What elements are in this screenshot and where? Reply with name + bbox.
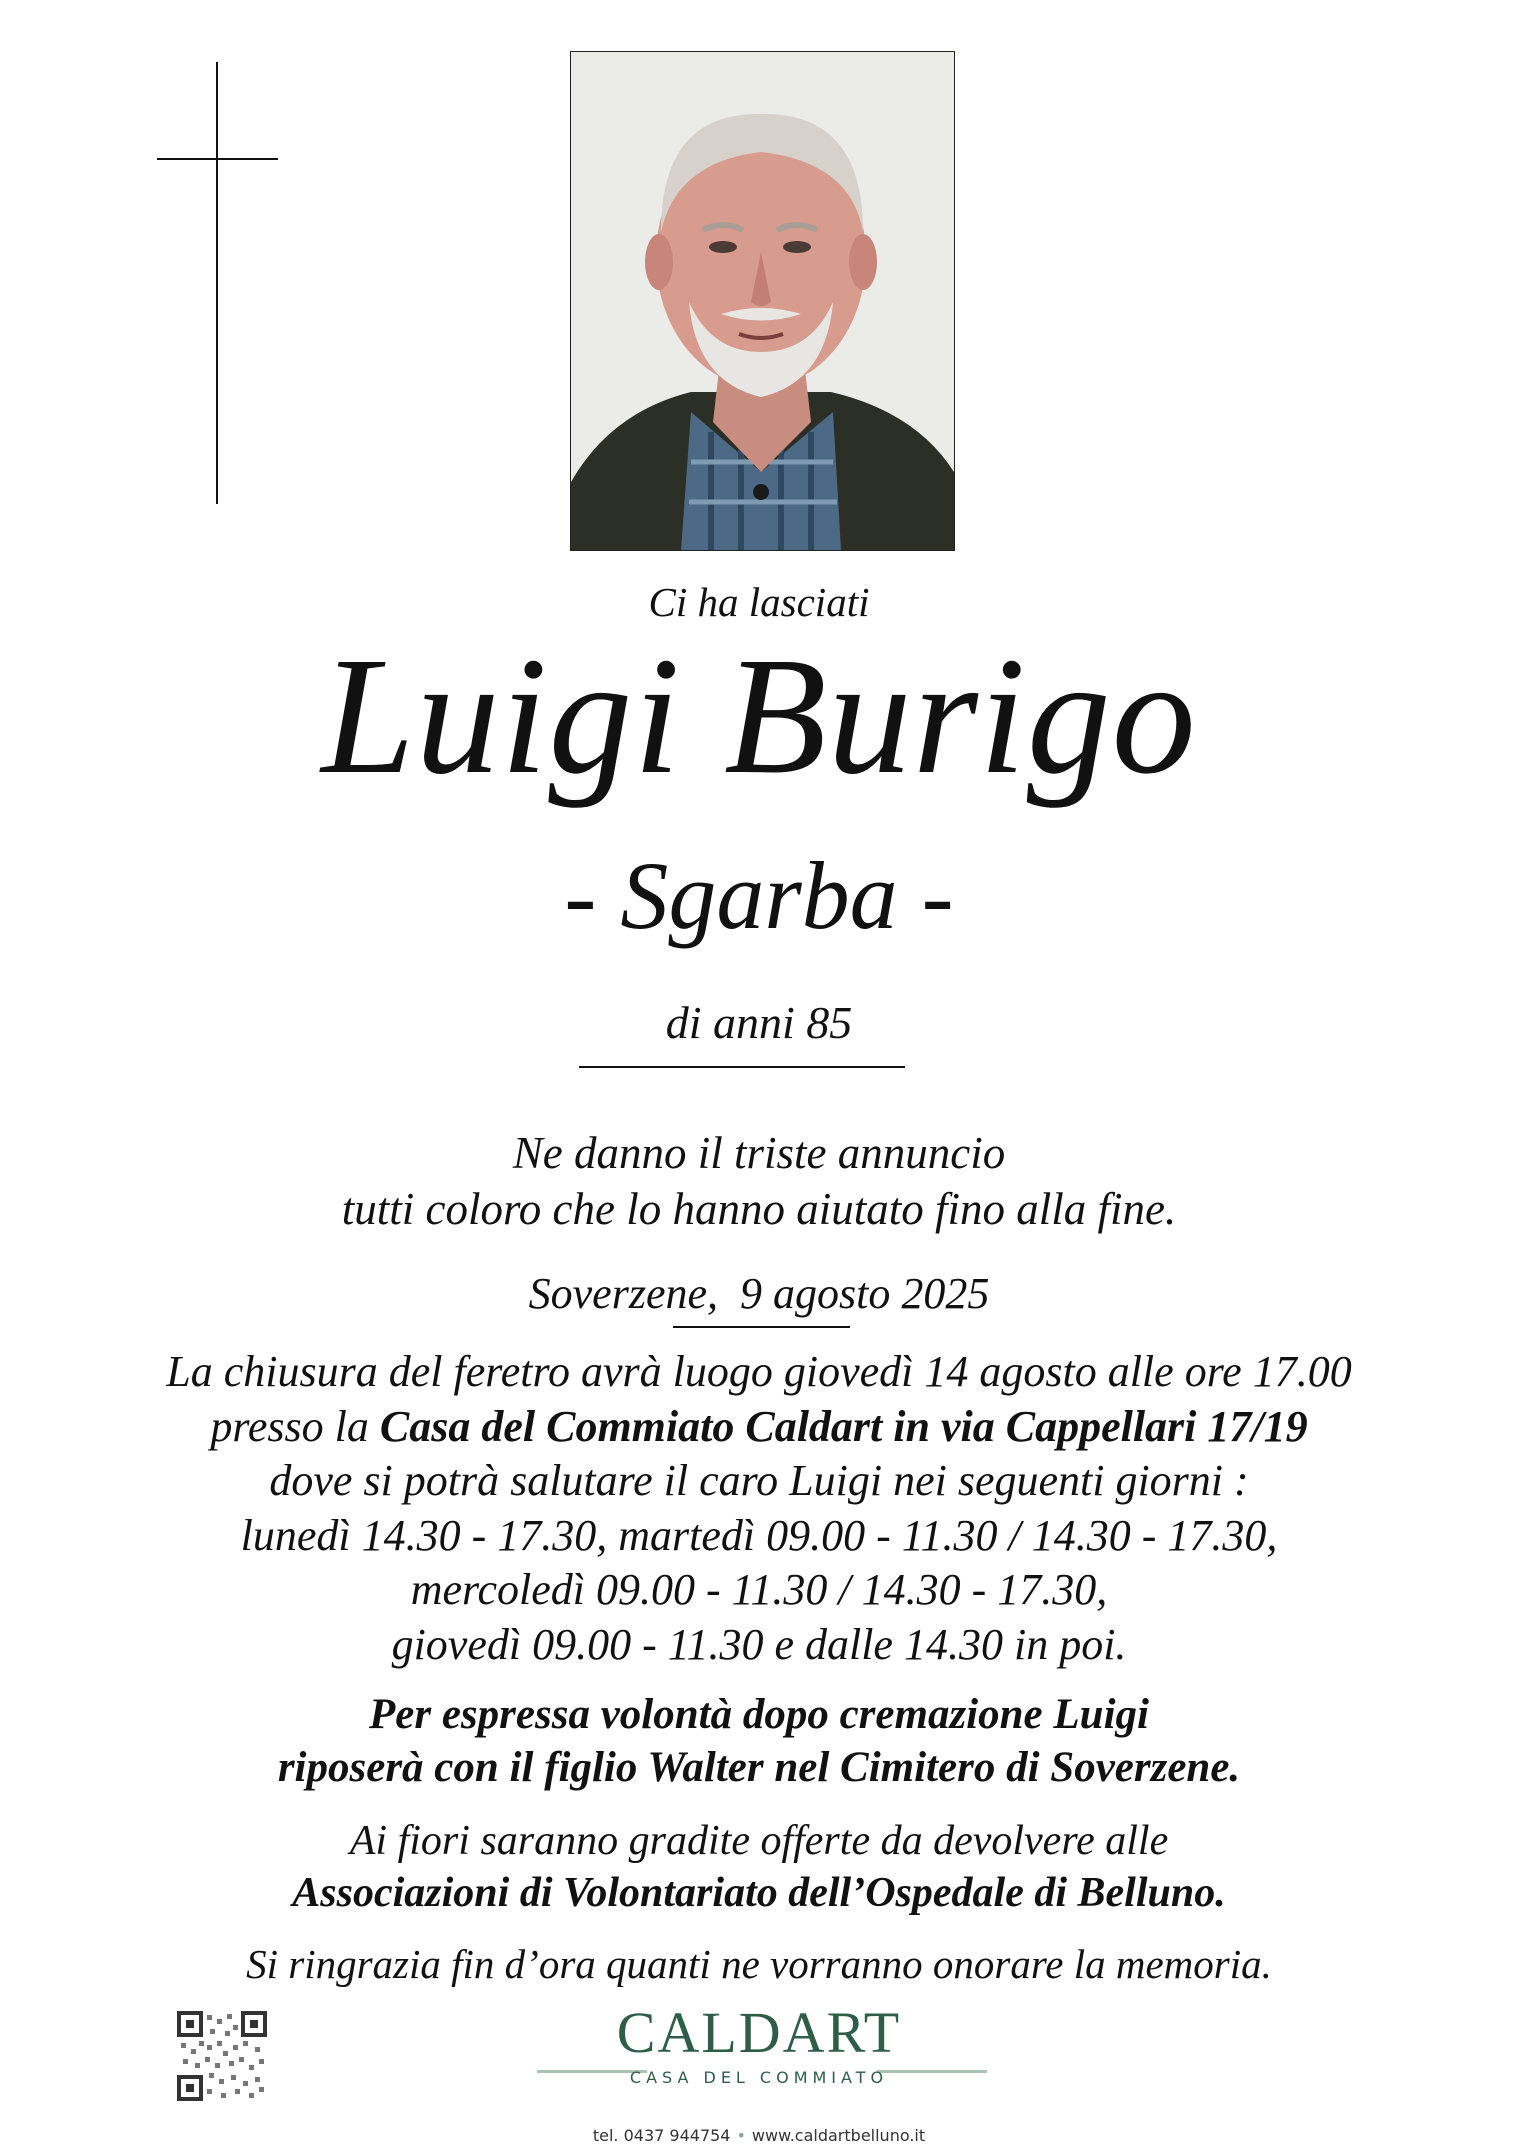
thanks-text: Si ringrazia fin d’ora quanti ne vorranno onorare la memoria.	[246, 1941, 1272, 1987]
contact-line	[0, 2126, 1518, 2145]
flowers-line: Ai fiori saranno gradite offerte da devolvere alle	[349, 1818, 1169, 1864]
place-date-text: Soverzene, 9 agosto 2025	[528, 1269, 990, 1318]
announcement-line: tutti coloro che lo hanno aiutato fino alla fine.	[341, 1184, 1177, 1235]
brand-subtitle: CASA DEL COMMIATO	[629, 2068, 889, 2087]
announcement	[0, 1125, 1518, 1238]
ceremony-line: giovedì 09.00 - 11.30 e dalle 14.30 in poi.	[391, 1619, 1127, 1669]
ceremony-line: mercoledì 09.00 - 11.30 / 14.30 - 17.30,	[410, 1565, 1108, 1615]
wish-line: Per espressa volontà dopo cremazione Luigi	[369, 1691, 1149, 1738]
separator-dot: •	[736, 2126, 746, 2145]
ceremony-line: La chiusura del feretro avrà luogo giovedì 14 agosto alle ore 17.00	[166, 1347, 1352, 1396]
deceased-name: Luigi Burigo	[321, 623, 1197, 809]
ceremony-info	[0, 1345, 1518, 1672]
cross-horizontal	[157, 158, 278, 160]
place-date	[0, 1268, 1518, 1319]
intro-text: Ci ha lasciati	[648, 579, 870, 625]
flowers-note	[0, 1815, 1518, 1919]
divider	[673, 1326, 850, 1328]
ceremony-prefix: presso la	[210, 1401, 380, 1451]
ceremony-line: dove si potrà salutare il caro Luigi nei seguenti giorni :	[269, 1456, 1249, 1506]
cross-vertical	[216, 62, 218, 504]
portrait-photo	[570, 51, 955, 551]
phone-number: tel. 0437 944754	[592, 2126, 731, 2145]
brand-logo-text: CALDART	[616, 2000, 902, 2065]
ceremony-line	[0, 1400, 1518, 1455]
age-text: di anni 85	[665, 997, 853, 1048]
portrait-illustration	[571, 52, 954, 550]
ceremony-location: Casa del Commiato Caldart in via Cappellari 17/19	[379, 1401, 1308, 1451]
nickname: - Sgarba -	[564, 842, 954, 949]
burial-wish	[0, 1688, 1518, 1795]
announcement-line: Ne danno il triste annuncio	[512, 1128, 1006, 1178]
wish-line: riposerà con il figlio Walter nel Cimitero di Soverzene.	[277, 1744, 1241, 1792]
flowers-line: Associazioni di Volontariato dell’Ospedale di Belluno.	[292, 1870, 1226, 1917]
website-link[interactable]: www.caldartbelluno.it	[751, 2126, 926, 2145]
ceremony-line: lunedì 14.30 - 17.30, martedì 09.00 - 11.30 / 14.30 - 17.30,	[240, 1510, 1278, 1560]
divider	[579, 1066, 905, 1068]
